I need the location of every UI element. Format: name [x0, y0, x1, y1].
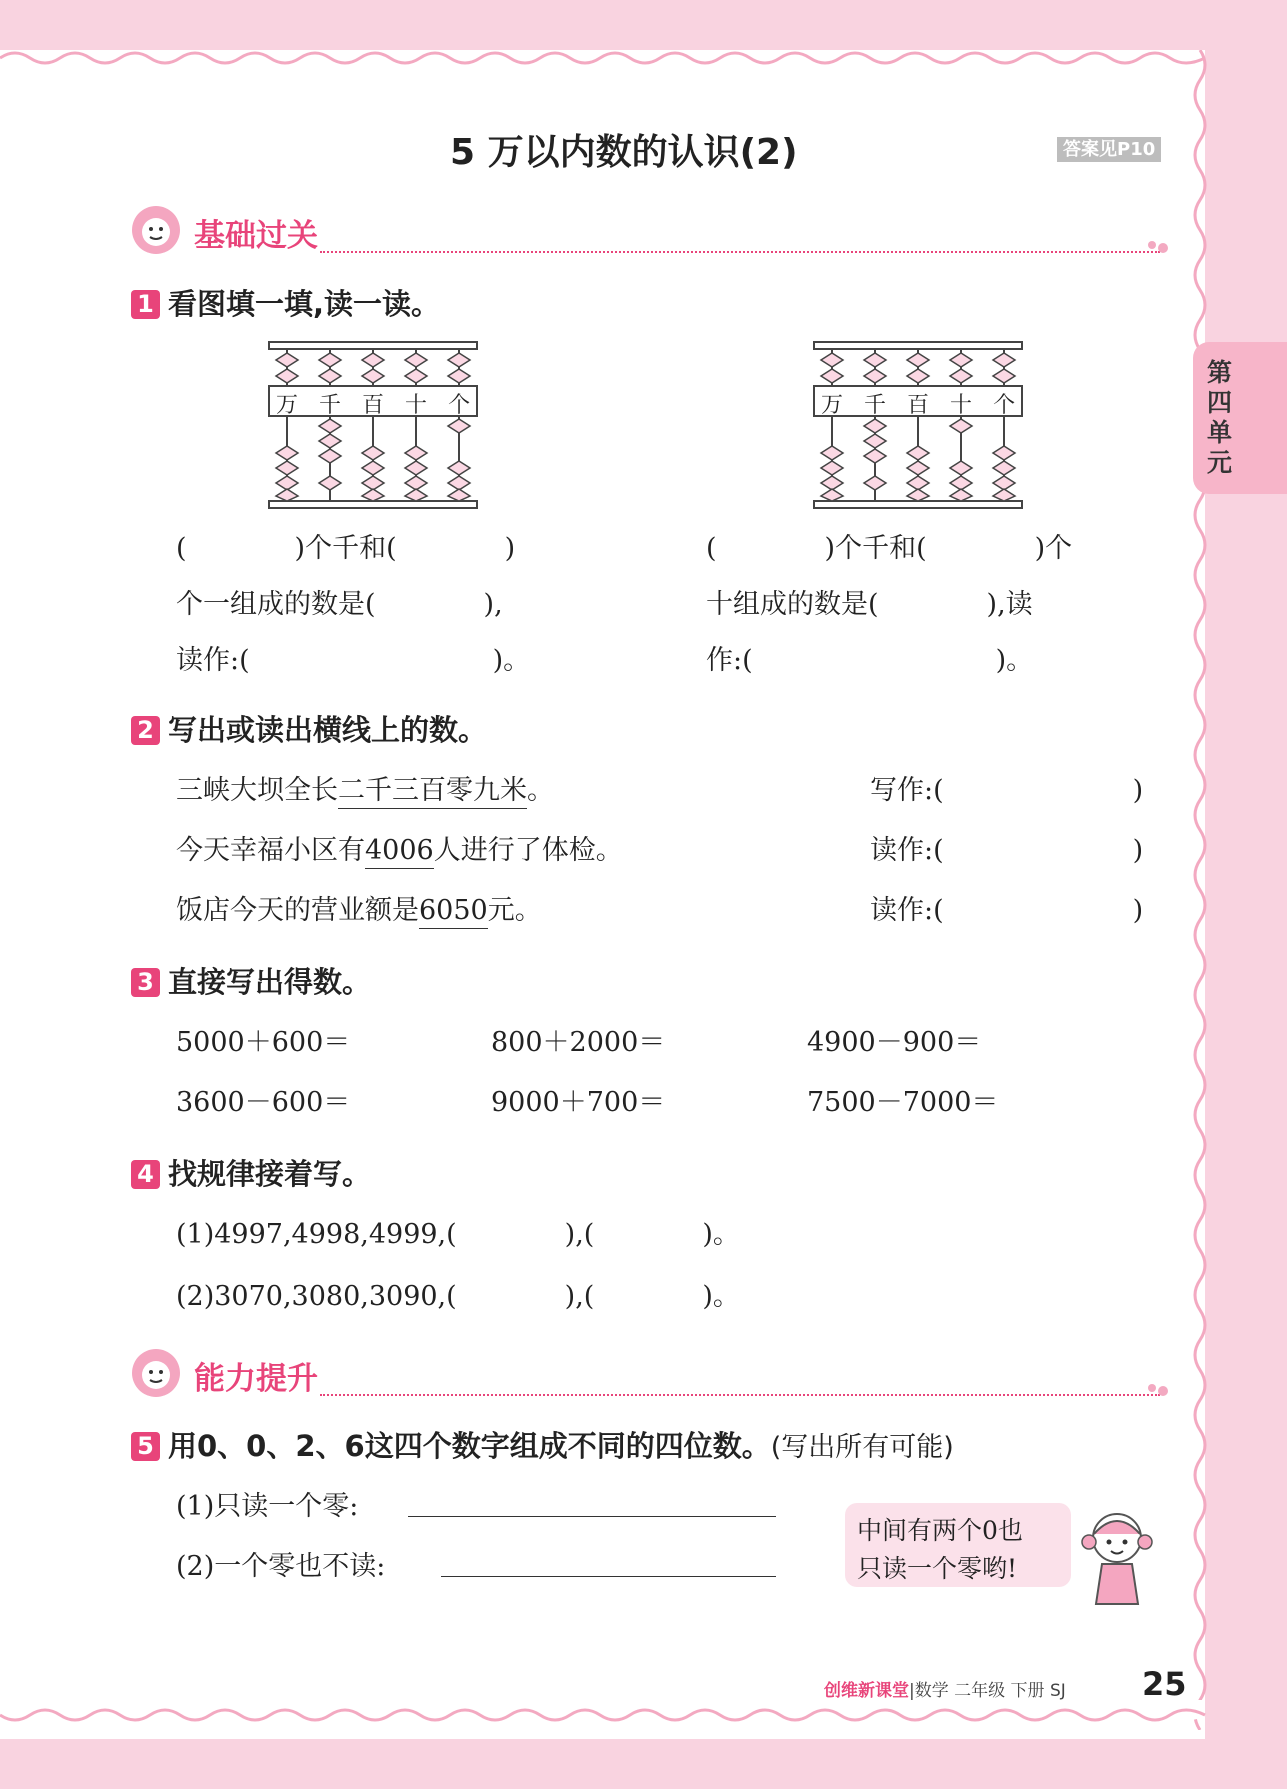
abacus-right — [811, 338, 1025, 512]
q4-title: 找规律接着写。 — [168, 1157, 372, 1191]
q2-item-3-marked: 6050 — [419, 895, 488, 929]
abacus-left-label: 千 — [319, 393, 363, 418]
abacus-left-label: 个 — [448, 393, 492, 418]
abacus-right-label: 十 — [950, 393, 994, 418]
bottom-wave-border — [0, 1700, 1287, 1740]
q2-item-1-pre: 三峡大坝全长 — [176, 775, 338, 806]
section-advanced-title: 能力提升 — [194, 1361, 318, 1397]
abacus-right-label: 千 — [864, 393, 908, 418]
q3-expr: 800＋2000＝ — [491, 1027, 666, 1058]
q4-heading — [131, 1152, 371, 1193]
unit-side-tab — [1193, 342, 1287, 494]
q1-right-line-2: 十组成的数是( ),读 — [706, 589, 1033, 620]
q3-expr: 5000＋600＝ — [176, 1027, 351, 1058]
hint-line-1: 中间有两个0也 — [857, 1516, 1023, 1545]
q4-line-2: (2)3070,3080,3090,( ),( )。 — [176, 1281, 740, 1312]
q2-heading — [131, 708, 487, 749]
abacus-right-label: 百 — [907, 393, 951, 418]
q5-hint: (写出所有可能) — [770, 1432, 954, 1463]
q1-heading — [131, 282, 440, 323]
q1-left-line-1: ( )个千和( ) — [176, 533, 516, 564]
q2-item-3 — [176, 888, 542, 927]
q2-item-1-answer: 写作:( ) — [870, 775, 1144, 806]
section-advanced-divider — [320, 1394, 1160, 1396]
abacus-left-labels — [276, 388, 491, 419]
q1-badge: 1 — [131, 290, 160, 319]
hint-speech-bubble — [845, 1503, 1071, 1587]
hint-line-2: 只读一个零哟! — [857, 1554, 1018, 1583]
abacus-right-label: 个 — [993, 393, 1037, 418]
section-dots-icon — [1146, 1379, 1170, 1397]
q2-item-2-answer: 读作:( ) — [870, 835, 1144, 866]
q2-item-2-post: 人进行了体检。 — [433, 835, 623, 866]
q5-answer-line-1[interactable] — [408, 1516, 776, 1517]
footer-publication — [824, 1676, 1066, 1701]
q1-right-line-3: 作:( )。 — [706, 645, 1034, 676]
page-title: 5 万以内数的认识(2) — [450, 132, 798, 173]
section-basic-divider — [320, 251, 1160, 253]
abacus-left — [266, 338, 480, 512]
q5-line-1: (1)只读一个零: — [176, 1491, 359, 1522]
q5-heading — [131, 1424, 954, 1465]
monkey-mascot-icon — [128, 204, 184, 256]
q4-badge: 4 — [131, 1160, 160, 1189]
section-basic-title: 基础过关 — [194, 218, 318, 254]
answer-reference: 答案见P10 — [1057, 137, 1161, 162]
footer-brand: 创维新课堂 — [824, 1681, 909, 1701]
q3-heading — [131, 960, 371, 1001]
q3-expr: 9000＋700＝ — [491, 1087, 666, 1118]
q2-item-2-pre: 今天幸福小区有 — [176, 835, 365, 866]
abacus-left-label: 十 — [405, 393, 449, 418]
top-wave-border — [0, 40, 1205, 70]
q3-expr: 4900－900＝ — [807, 1027, 982, 1058]
q2-item-3-post: 元。 — [487, 895, 542, 926]
q5-line-2: (2)一个零也不读: — [176, 1551, 386, 1582]
page-number: 25 — [1142, 1665, 1187, 1703]
abacus-left-label: 万 — [276, 393, 320, 418]
q1-right-line-1: ( )个千和( )个 — [706, 533, 1073, 564]
q2-item-2-marked: 4006 — [365, 835, 434, 869]
section-dots-icon — [1146, 236, 1170, 254]
q5-answer-line-2[interactable] — [441, 1576, 776, 1577]
abacus-right-label: 万 — [821, 393, 865, 418]
q1-left-line-3: 读作:( )。 — [176, 645, 531, 676]
q3-expr: 7500－7000＝ — [807, 1087, 999, 1118]
q4-line-1: (1)4997,4998,4999,( ),( )。 — [176, 1219, 740, 1250]
q3-badge: 3 — [131, 968, 160, 997]
abacus-left-label: 百 — [362, 393, 406, 418]
q2-title: 写出或读出横线上的数。 — [168, 713, 488, 747]
girl-character-icon — [1080, 1508, 1154, 1612]
q1-left-line-2: 个一组成的数是( ), — [176, 589, 503, 620]
q2-item-3-pre: 饭店今天的营业额是 — [176, 895, 419, 926]
q2-badge: 2 — [131, 716, 160, 745]
abacus-right-labels — [821, 388, 1036, 419]
q2-item-3-answer: 读作:( ) — [870, 895, 1144, 926]
q2-item-1 — [176, 768, 554, 807]
unit-side-tab-label: 第四单元 — [1207, 358, 1233, 477]
q2-item-1-post: 。 — [527, 775, 554, 806]
q5-badge: 5 — [131, 1432, 160, 1461]
q5-title: 用0、0、2、6这四个数字组成不同的四位数。 — [168, 1429, 771, 1463]
monkey-mascot-icon — [128, 1347, 184, 1399]
footer-info: |数学 二年级 下册 SJ — [909, 1681, 1066, 1701]
q2-item-1-marked: 二千三百零九米 — [338, 775, 527, 809]
right-wave-border — [1190, 50, 1220, 1730]
q3-title: 直接写出得数。 — [168, 965, 372, 999]
q3-expr: 3600－600＝ — [176, 1087, 351, 1118]
q2-item-2 — [176, 828, 623, 867]
q1-title: 看图填一填,读一读。 — [168, 287, 441, 321]
